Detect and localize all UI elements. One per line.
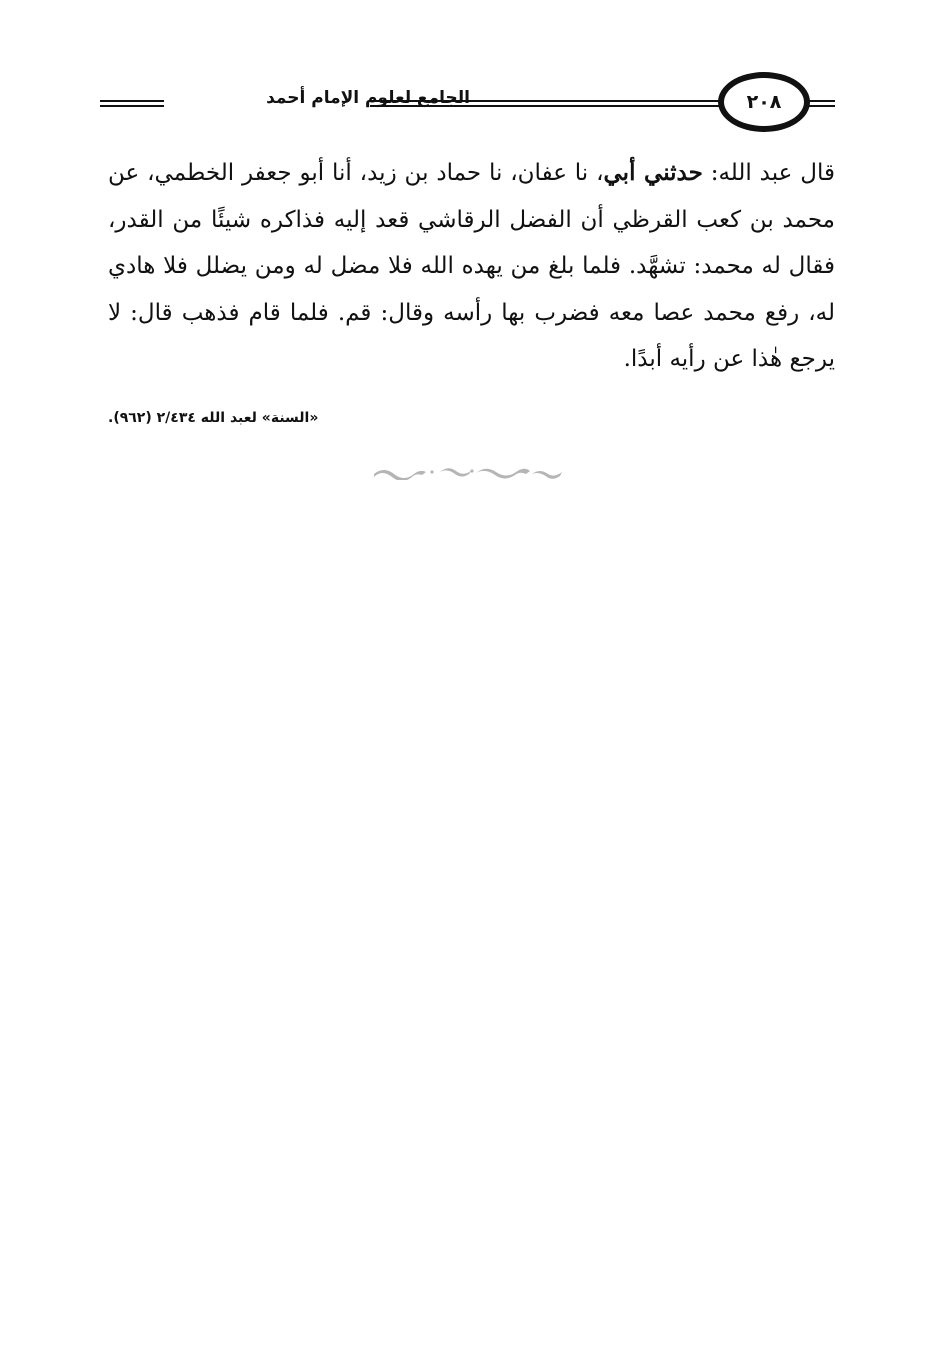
header-rule-middle	[370, 100, 720, 107]
header-rule-left	[100, 100, 164, 107]
narrator-bold: حدثني أبي	[603, 159, 703, 186]
footnote-citation: «السنة» لعبد الله ٢/٤٣٤ (٩٦٢).	[108, 410, 319, 426]
body-opening: قال عبد الله:	[702, 160, 835, 186]
body-text: ، نا عفان، نا حماد بن زيد، أنا أبو جعفر الخطمي، عن محمد بن كعب القرظي أن الفضل الرقاشي قعد إليه فذاكره شيئًا من القدر، فقال له محمد: تشهَّد. فلما بلغ من يهده الله فلا مضل له ومن يضلل فلا هادي له، رفع محمد عصا معه فضرب بها رأسه وقال: قم. فلما قام فذهب قال: لا يرجع هٰذا عن رأيه أبدًا.	[108, 160, 835, 372]
separator-ornament-icon	[372, 462, 564, 480]
header-rule-right	[808, 100, 835, 107]
page-header	[100, 66, 835, 136]
page-number: ٢٠٨	[746, 91, 782, 113]
page-number-badge	[718, 72, 810, 132]
body-paragraph	[108, 150, 835, 383]
running-title: الجامع لعلوم الإمام أحمد	[266, 88, 470, 108]
